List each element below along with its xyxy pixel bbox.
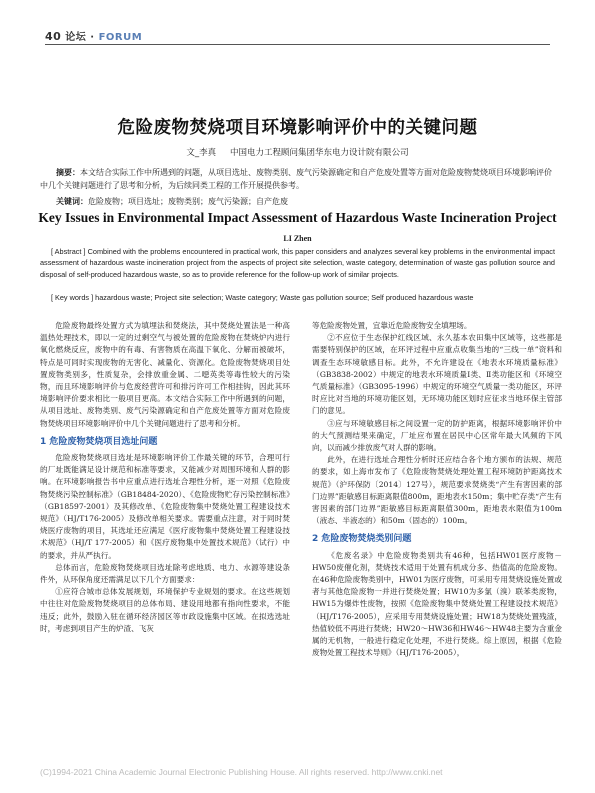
paragraph: ①应符合城市总体发展规划，环境保护专业规划的要求。在这些规划中往往对危险废物焚烧项目的总体布局、建设用地都有指向性要求，不能违反；此外，鼓励入驻在循环经济园区等市政设施集中区域。在拟选选址时，考虑到项目产生的炉渣、飞灰 (40, 587, 290, 633)
abstract-en-text: Combined with the problems encountered in practical work, this paper considers and analyzes several key problems in the environmental impact assessment of hazardous waste incineration project from the aspects of project site selection, waste category, determination of waste gas pollution source and disposal of self-produced hazardous waste, so as to provide reference for the follow-up work of similar projects. (40, 247, 555, 279)
paragraph: 此外，在进行选址合理性分析时还应结合各个地方颁布的法规、规范的要求，如上海市发布了《危险废物焚烧处理处置工程环境防护距离技术规范》（沪环保防〔2014〕127号），规范要求焚烧类“产生有害因素的部门边界”距敏感目标距离限值800m，距地表水150m；集中贮存类“产生有害因素的部门边界”距敏感目标距离限值300m，距地表水限值为100m（液态、半液态的）和50m（固态的）100m。 (312, 455, 562, 526)
author-chinese: 文_李真 中国电力工程顾问集团华东电力设计院有限公司 (186, 148, 409, 158)
body-column-right (312, 320, 562, 659)
page-number: 40 (45, 30, 62, 43)
title-english: Key Issues in Environmental Impact Assessment of Hazardous Waste Incineration Project (38, 210, 557, 225)
keywords-english (40, 292, 555, 303)
abstract-chinese (40, 166, 555, 192)
section-heading: 1 危险废物焚烧项目选址问题 (40, 436, 158, 447)
header-separator: · (90, 32, 95, 43)
section-english: FORUM (98, 32, 143, 43)
paragraph: ②不应位于生态保护红线区域、永久基本农田集中区域等，这些都是需要特别保护的区域，在环评过程中应重点收集当地的“三线一单”资料和调查生态环境敏感目标。此外，不允许建设在《地表水环境质量标准》（GB3838-2002）中规定的地表水环境质量Ⅰ类、Ⅱ类功能区和《环境空气质量标准》（GB3095-1996）中规定的环境空气质量一类功能区，环评时应比对当地的环境功能区划，无环境功能区划时应征求当地环保主管部门的意见。 (312, 333, 562, 416)
author-english: LI Zhen (283, 234, 312, 243)
page-header (45, 28, 142, 43)
abstract-text: 本文结合实际工作中所遇到的问题，从项目选址、废物类别、废气污染源确定和自产危废处置等方面对危险废物焚烧项目环境影响评价中几个关键问题进行了思考和分析，为后续同类工程的工作开展提供参考。 (40, 168, 552, 190)
abstract-english (40, 246, 555, 280)
keywords-text: 危险废物；项目选址；废物类别；废气污染源；自产危废 (88, 197, 288, 206)
keywords-label: 关键词： (56, 196, 88, 206)
section-heading: 2 危险废物焚烧类别问题 (312, 534, 412, 545)
header-rule (45, 44, 550, 45)
keywords-en-text: hazardous waste; Project site selection; Waste category; Waste gas pollution source; Self produced hazardous waste (93, 293, 474, 302)
abstract-label: 摘要： (56, 167, 80, 177)
paragraph: 危险废物焚烧项目选址是环境影响评价工作最关键的环节，合理可行的厂址既能满足设计规范和标准等要求，又能减少对周围环境和人群的影响。在环境影响报告书中应重点进行选址合理性分析，逐一对照《危险废物焚烧污染控制标准》（GB18484-2020）、《危险废物贮存污染控制标准》（GB18597-2001）及其修改单、《危险废物集中焚烧处置工程建设技术规范》（HJ/T176-2005）及修改单相关要求。需要重点注意，对于同时焚烧医疗废物的项目，其选址还应满足《医疗废物集中焚烧处置工程建设技术规范》（HJ/T 177-2005）和《医疗废物集中处置技术规范》（试行）中的要求，并从严执行。 (40, 453, 290, 560)
body-column-left (40, 320, 290, 635)
paragraph: 等危险废物处置，宜靠近危险废物安全填埋场。 (312, 321, 472, 330)
keywords-en-label: [ Key words ] (50, 293, 94, 302)
paragraph: 《危废名录》中危险废物类别共有46种，包括HW01医疗废物－HW50废催化剂，焚烧技术适用于处置有机成分多、热值高的危险废物。在46种危险废物类别中，HW01为医疗废物，可采用专用焚烧设施处置或者与其他危险废物一并进行焚烧处置；HW10为多氯（溴）联苯类废物，HW15为爆炸性废物，按照《危险废物集中焚烧处置工程建设技术规范》（HJ/T176-2005），应采用专用焚烧设施处置；HW18为焚烧处置残渣，热值较低不再进行焚烧；HW20～HW36和HW46～HW48主要为含重金属的无机物，一般进行稳定化处理，不进行焚烧。综上原因，根据《危险废物处置工程技术导则》（HJ/T176-2005）， (312, 550, 562, 658)
paragraph: ③应与环境敏感目标之间设置一定的防护距离，根据环境影响评价中的大气预测结果来确定，厂址应布置在居民中心区常年最大风频的下风向，以而减少排放废气对人群的影响。 (312, 418, 562, 453)
keywords-chinese (40, 195, 555, 208)
abstract-en-label: [ Abstract ] (50, 247, 86, 256)
copyright-footer: (C)1994-2021 China Academic Journal Electronic Publishing House. All rights reserved. http://www.cnki.net (40, 767, 443, 777)
title-chinese: 危险废物焚烧项目环境影响评价中的关键问题 (117, 118, 478, 138)
paragraph: 总体而言，危险废物焚烧项目选址除考虑地质、电力、水源等建设条件外，从环保角度还需满足以下几个方面要求： (40, 562, 290, 585)
section-name: 论坛 (65, 32, 87, 43)
paragraph: 危险废物最终处置方式为填埋法和焚烧法，其中焚烧处置法是一种高温热处理技术，即以一定的过剩空气与被处置的危险废物在焚烧炉内进行氧化燃烧反应，废物中的有毒、有害物质在高温下氧化、分解而被破坏，特点是可同时实现废物的无害化、减量化、资源化。危险废物焚烧项目处置废物类别多，性质复杂，会排放重金属、二噁英类等毒性较大的污染物，而且环境影响评价与危废经营许可和排污许可工作相挂钩，因此其环境影响评价要求相比一般项目更高。本文结合实际工作中所遇到的问题，从项目选址、废物类别、废气污染源确定和自产危废处置等方面对危险废物焚烧项目环境影响评价中几个关键问题进行了思考和分析。 (40, 321, 290, 428)
